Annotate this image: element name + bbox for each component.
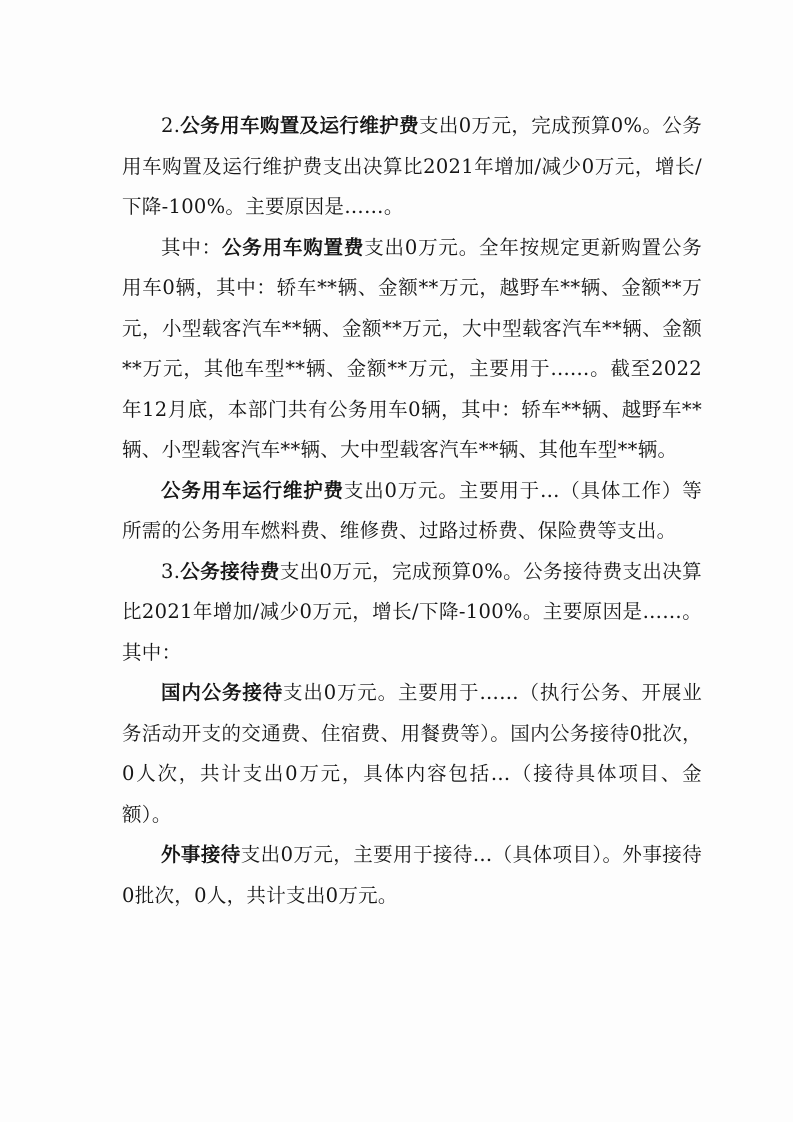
paragraph-reception-expenses [122, 552, 702, 674]
paragraph-text: 支出0万元，完成预算0%。公务接待费支出决算比2021年增加/减少0万元，增长/下降-100%。主要原因是……。其中： [122, 559, 702, 664]
paragraph-keyword: 国内公务接待 [161, 681, 284, 704]
paragraph-vehicle-maintenance [122, 471, 702, 552]
paragraph-vehicle-purchase [122, 228, 702, 471]
paragraph-text: 支出0万元。全年按规定更新购置公务用车0辆，其中：轿车**辆、金额**万元，越野车**辆、金额**万元，小型载客汽车**辆、金额**万元，大中型载客汽车**辆、金额**万元，其他车型**辆、金额**万元，主要用于......。截至2022年12月底，本部门共有公务用车0辆，其中：轿车**辆、越野车**辆、小型载客汽车**辆、大中型载客汽车**辆、其他车型**辆。 [122, 235, 702, 461]
paragraph-lead: 2. [161, 114, 181, 137]
paragraph-lead: 其中： [161, 235, 222, 259]
paragraph-vehicle-expenses [122, 106, 702, 228]
paragraph-text: 支出0万元，主要用于接待…（具体项目）。外事接待0批次，0人，共计支出0万元。 [122, 843, 703, 907]
paragraph-keyword: 外事接待 [161, 843, 241, 866]
paragraph-text: 支出0万元。主要用于……（执行公务、开展业务活动开支的交通费、住宿费、用餐费等）。国内公务接待0批次，0人次，共计支出0万元，具体内容包括...（接待具体项目、金额）。 [122, 681, 702, 826]
paragraph-keyword: 公务用车购置及运行维护费 [180, 114, 419, 137]
paragraph-keyword: 公务用车运行维护费 [161, 478, 344, 502]
paragraph-foreign-reception [122, 835, 702, 916]
paragraph-text: 支出0万元。主要用于…（具体工作）等所需的公务用车燃料费、维修费、过路过桥费、保险费等支出。 [122, 478, 702, 542]
paragraph-text: 支出0万元，完成预算0%。公务用车购置及运行维护费支出决算比2021年增加/减少0万元，增长/下降-100%。主要原因是……。 [122, 114, 702, 218]
paragraph-lead: 3. [161, 559, 181, 583]
paragraph-keyword: 公务接待费 [180, 559, 280, 583]
paragraph-keyword: 公务用车购置费 [221, 235, 365, 259]
paragraph-domestic-reception [122, 673, 702, 835]
document-body [122, 106, 702, 916]
